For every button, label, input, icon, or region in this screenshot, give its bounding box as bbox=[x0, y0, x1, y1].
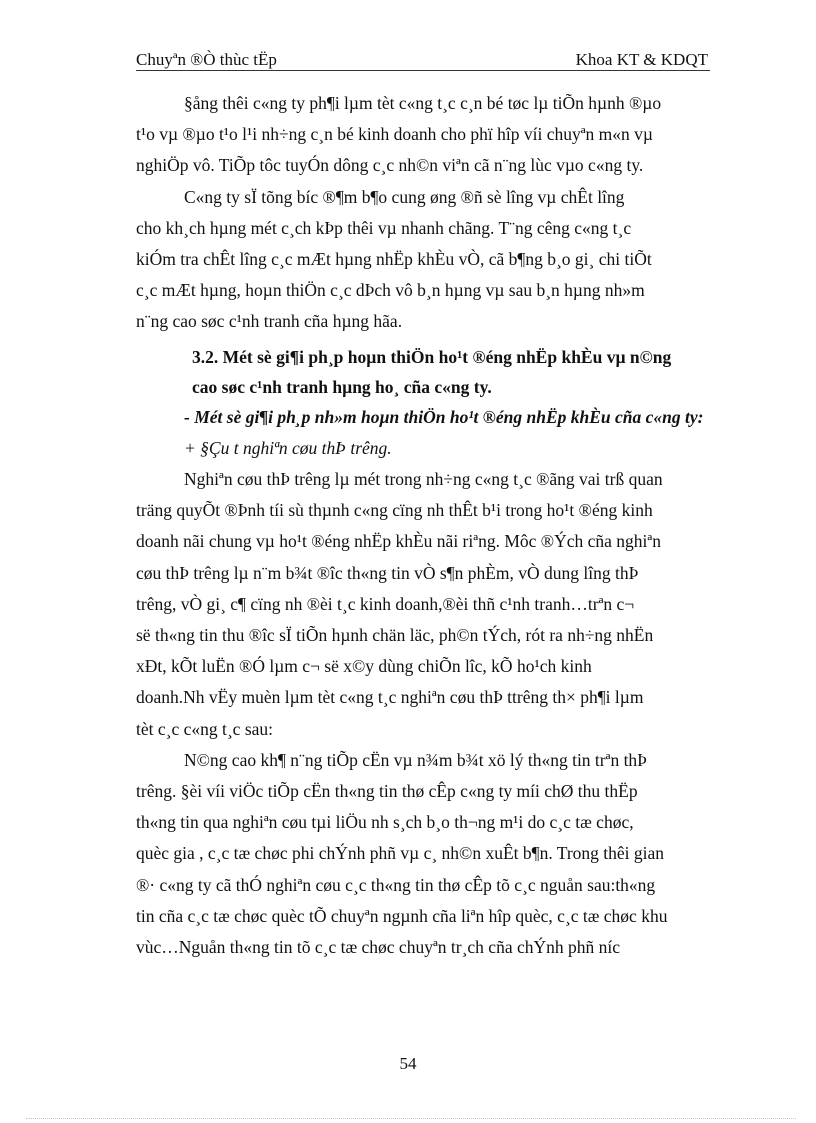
bullet-item: + §Çu t nghiªn cøu thÞ trêng. bbox=[184, 437, 392, 458]
text-line: quèc gia , c¸c tæ chøc phi chÝnh phñ vµ c¸ nh©n xuÊt b¶n. Trong thêi gian bbox=[136, 843, 665, 864]
text-line: doanh.Nh vËy muèn lµm tèt c«ng t¸c nghiªn cøu thÞ ttrêng th× ph¶i lµm bbox=[136, 687, 644, 708]
text-line: t¹o vµ ®µo t¹o l¹i nh÷ng c¸n bé kinh doanh cho phï hîp víi chuyªn m«n vµ bbox=[136, 124, 654, 145]
text-line: c¸c mÆt hµng, hoµn thiÖn c¸c dÞch vô b¸n hµng vµ sau b¸n hµng nh»m bbox=[136, 280, 645, 301]
text-line: cho kh¸ch hµng mét c¸ch kÞp thêi vµ nhanh chãng. T¨ng cêng c«ng t¸c bbox=[136, 217, 632, 238]
body-paragraph bbox=[136, 464, 716, 745]
page-bottom-divider bbox=[26, 1118, 796, 1119]
text-line: träng quyÕt ®Þnh tíi sù thµnh c«ng cïng nh thÊt b¹i trong ho¹t ®éng kinh bbox=[136, 500, 653, 521]
text-line: tèt c¸c c«ng t¸c sau: bbox=[136, 718, 274, 739]
text-line: cøu thÞ trêng lµ n¨m b¾t ®îc th«ng tin vÒ s¶n phÈm, vÒ dung lîng thÞ bbox=[136, 562, 639, 583]
text-line: N©ng cao kh¶ n¨ng tiÕp cËn vµ n¾m b¾t xö lý th«ng tin trªn thÞ bbox=[184, 749, 647, 770]
body-paragraph bbox=[136, 88, 716, 182]
text-line: tin cña c¸c tæ chøc quèc tÕ chuyªn ngµnh cña liªn hîp quèc, c¸c tæ chøc khu bbox=[136, 905, 668, 926]
text-line: trêng, vÒ gi¸ c¶ cïng nh ®èi t¸c kinh doanh,®èi thñ c¹nh tranh…trªn c¬ bbox=[136, 593, 635, 614]
text-line: së th«ng tin thu ®îc sÏ tiÕn hµnh chän läc, ph©n tÝch, rót ra nh÷ng nhËn bbox=[136, 625, 654, 646]
text-line: nghiÖp vô. TiÕp tôc tuyÓn dông c¸c nh©n viªn cã n¨ng lùc vµo c«ng ty. bbox=[136, 155, 644, 176]
section-heading-line: cao søc c¹nh tranh hµng ho¸ cña c«ng ty. bbox=[192, 376, 492, 397]
section-heading-line: 3.2. Mét sè gi¶i ph¸p hoµn thiÖn ho¹t ®éng nhËp khÈu vµ n©ng bbox=[192, 346, 672, 367]
body-paragraph bbox=[136, 745, 716, 963]
section-heading bbox=[192, 342, 716, 402]
text-line: ®· c«ng ty cã thÓ nghiªn cøu c¸c th«ng tin thø cÊp tõ c¸c nguån sau:th«ng bbox=[136, 874, 656, 895]
subheading: - Mét sè gi¶i ph¸p nh»m hoµn thiÖn ho¹t ®éng nhËp khÈu cña c«ng ty: bbox=[184, 406, 704, 427]
text-line: §ång thêi c«ng ty ph¶i lµm tèt c«ng t¸c c¸n bé tøc lµ tiÕn hµnh ®µo bbox=[184, 93, 662, 113]
text-line: vùc…Nguån th«ng tin tõ c¸c tæ chøc chuyªn tr¸ch cña chÝnh phñ níc bbox=[136, 937, 621, 958]
text-line: kiÓm tra chÊt lîng c¸c mÆt hµng nhËp khÈu vÒ, cã b¶ng b¸o gi¸ chi tiÕt bbox=[136, 249, 652, 270]
text-line: C«ng ty sÏ tõng bíc ®¶m b¶o cung øng ®ñ sè lîng vµ chÊt lîng bbox=[184, 186, 625, 207]
text-line: trêng. §èi víi viÖc tiÕp cËn th«ng tin thø cÊp c«ng ty míi chØ thu thËp bbox=[136, 781, 638, 802]
text-line: xÐt, kÕt luËn ®Ó lµm c¬ së x©y dùng chiÕn lîc, kÕ ho¹ch kinh bbox=[136, 656, 592, 677]
text-line: n¨ng cao søc c¹nh tranh cña hµng hãa. bbox=[136, 311, 403, 332]
body-paragraph bbox=[136, 182, 716, 338]
text-line: th«ng tin qua nghiªn cøu tµi liÖu nh s¸ch b¸o th¬ng m¹i do c¸c tæ chøc, bbox=[136, 812, 634, 833]
header-title: Chuyªn ®Ò thùc tËp bbox=[136, 50, 277, 69]
text-line: doanh nãi chung vµ ho¹t ®éng nhËp khÈu nãi riªng. Môc ®Ých cña nghiªn bbox=[136, 531, 661, 552]
header-department: Khoa KT & KDQT bbox=[575, 50, 708, 69]
page-header bbox=[136, 50, 710, 71]
page-number: 54 bbox=[399, 1054, 417, 1073]
text-line: Nghiªn cøu thÞ trêng lµ mét trong nh÷ng c«ng t¸c ®ãng vai trß quan bbox=[184, 469, 663, 490]
document-body bbox=[136, 88, 716, 963]
